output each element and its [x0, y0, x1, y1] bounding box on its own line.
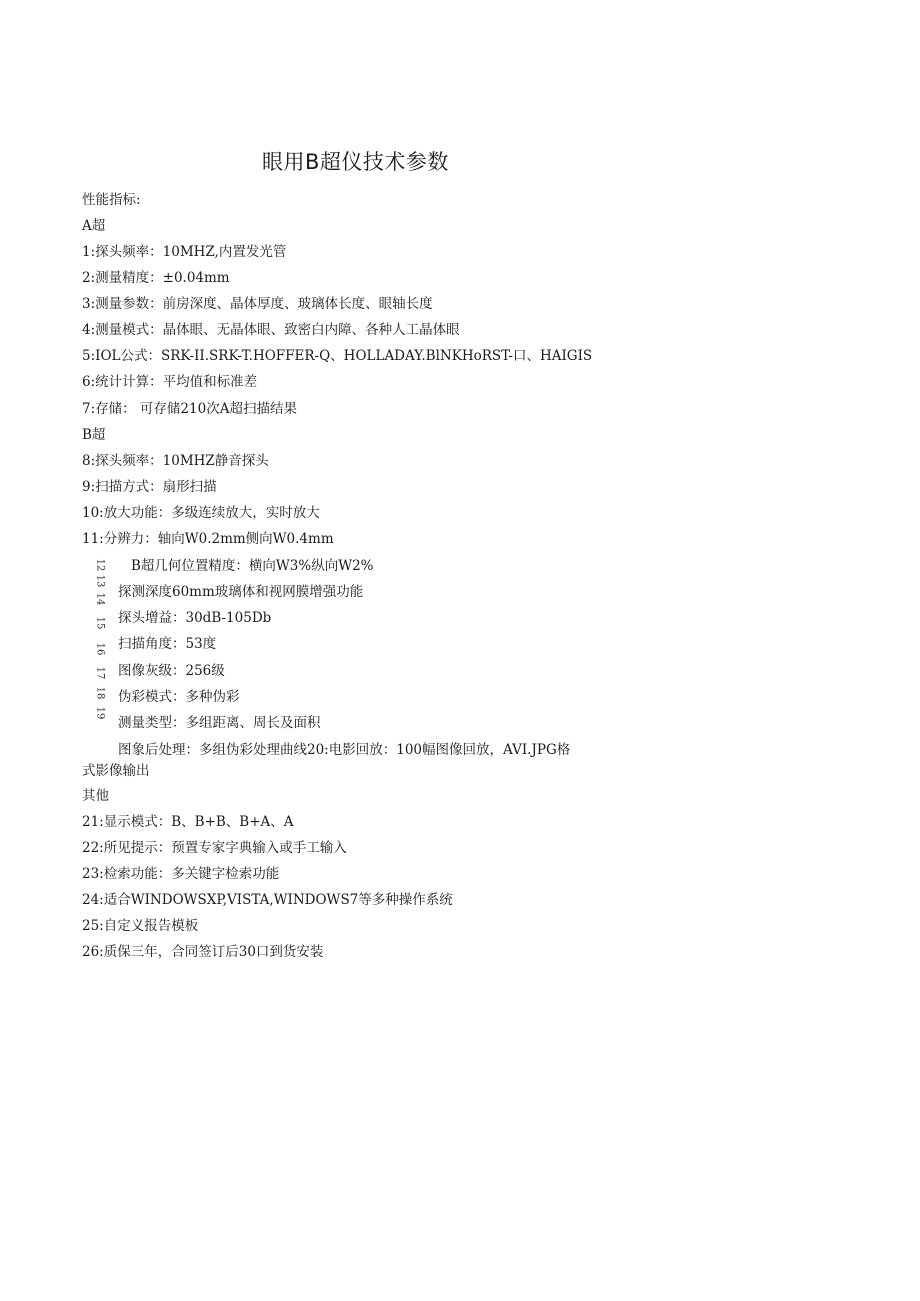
spec-item: 图象后处理：多组伪彩处理曲线20:电影回放：100幅图像回放，AVI.JPG格	[118, 742, 571, 758]
spec-item: 9:扫描方式：扇形扫描	[82, 479, 217, 495]
side-number: 18	[94, 686, 106, 700]
section-a-heading: A超	[82, 218, 106, 234]
spec-item: 22:所见提示：预置专家字典输入或手工输入	[82, 840, 347, 856]
document-title: 眼用B超仪技术参数	[262, 150, 449, 174]
side-item-numbers	[93, 556, 109, 722]
side-number: 14	[94, 592, 106, 606]
spec-item: B超几何位置精度：横向W3%纵向W2%	[131, 558, 374, 574]
spec-item: 扫描角度：53度	[118, 636, 217, 652]
spec-item: 4:测量模式：晶体眼、无晶体眼、致密白内障、各种人工晶体眼	[82, 322, 460, 338]
spec-item: 测量类型：多组距离、周长及面积	[118, 715, 321, 731]
side-number: 13	[94, 574, 106, 588]
spec-item: 11:分辨力：轴向W0.2mm侧向W0.4mm	[82, 531, 334, 547]
side-number: 17	[94, 666, 106, 680]
section-b-heading: B超	[82, 427, 106, 443]
side-number: 15	[94, 616, 106, 630]
spec-item: 3:测量参数：前房深度、晶体厚度、玻璃体长度、眼轴长度	[82, 296, 433, 312]
spec-item: 探测深度60mm玻璃体和视网膜增强功能	[118, 584, 364, 600]
spec-item: 2:测量精度：±0.04mm	[82, 270, 230, 286]
spec-item: 25:自定义报告模板	[82, 918, 199, 934]
spec-item: 探头增益：30dB-105Db	[118, 610, 272, 626]
spec-item: 8:探头频率：10MHZ静音探头	[82, 453, 269, 469]
side-number: 19	[94, 706, 106, 720]
spec-item: 1:探头频率：10MHZ,内置发光管	[82, 244, 287, 260]
side-number: 16	[94, 642, 106, 656]
spec-item-continuation: 式影像输出	[82, 763, 150, 779]
spec-item: 23:检索功能：多关键字检索功能	[82, 866, 280, 882]
section-other-heading: 其他	[82, 788, 109, 804]
spec-item: 21:显示模式：B、B+B、B+A、A	[82, 814, 294, 830]
spec-item: 5:IOL公式：SRK-II.SRK-T.HOFFER-Q、HOLLADAY.BlNKHoRST-口、HAIGIS	[82, 348, 593, 364]
section-performance-heading: 性能指标:	[82, 192, 141, 208]
spec-item: 26:质保三年，合同签订后30口到货安装	[82, 944, 324, 960]
side-number: 12	[94, 558, 106, 572]
spec-item: 图像灰级：256级	[118, 663, 225, 679]
spec-item: 24:适合WINDOWSXP,VISTA,WINDOWS7等多种操作系统	[82, 892, 453, 908]
spec-item: 7:存储： 可存储210次A超扫描结果	[82, 401, 297, 417]
spec-item: 伪彩模式：多种伪彩	[118, 689, 240, 705]
spec-item: 6:统计计算：平均值和标准差	[82, 374, 258, 390]
spec-item: 10:放大功能：多级连续放大，实时放大	[82, 505, 320, 521]
